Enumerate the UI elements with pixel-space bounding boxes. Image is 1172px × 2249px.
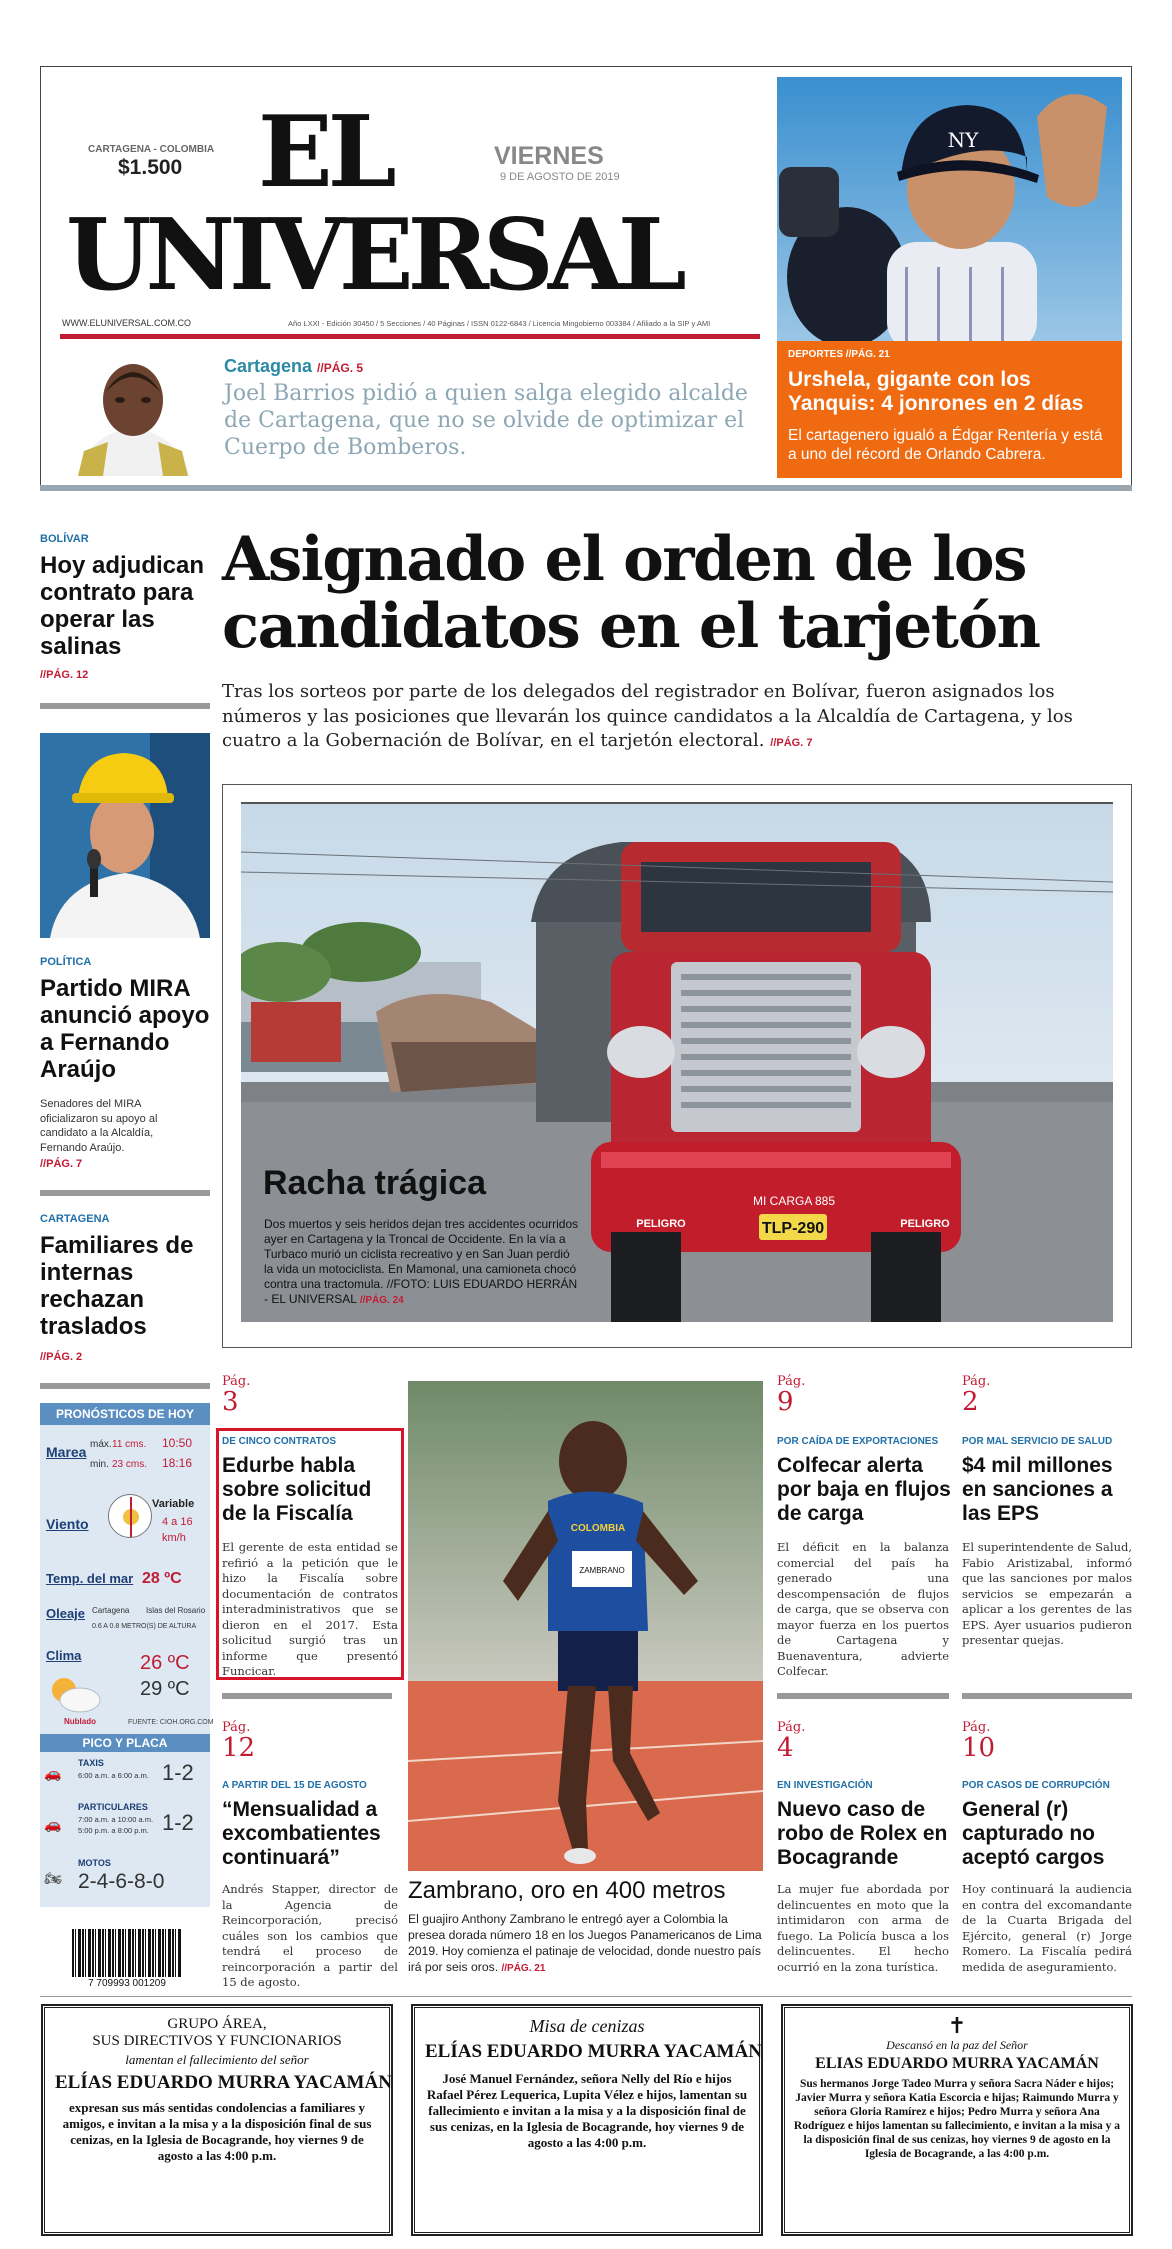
sports-text: El cartagenero igualó a Édgar Rentería y está a uno del récord de Orlando Cabrera.: [788, 427, 1103, 463]
left-story-3-page: //PÁG. 2: [40, 1351, 83, 1363]
lead-headline[interactable]: Asignado el orden de los candidatos en el tarjetón: [222, 524, 1040, 662]
truck-peligro-right: PELIGRO: [900, 1218, 950, 1230]
story-colfecar-headline[interactable]: Colfecar alerta por baja en flujos de carga: [777, 1454, 951, 1525]
weather-oleaje-label: Oleaje: [46, 1606, 86, 1621]
story-general-page: [962, 1720, 995, 1761]
weather-marea-max-val: 11 cms.: [112, 1439, 147, 1450]
story-mensualidad-kicker: A PARTIR DEL 15 DE AGOSTO: [222, 1780, 367, 1791]
story-colfecar-page-num: 9: [777, 1387, 794, 1417]
left-story-2-headline[interactable]: Partido MIRA anunció apoyo a Fernando Araújo: [40, 975, 210, 1083]
weather-marea-min-val: 23 cms.: [112, 1459, 148, 1470]
weather-marea-max-label: máx.: [90, 1439, 112, 1450]
weather-marea-max-row: [90, 1436, 192, 1452]
weather-viento-val: 4 a 16 km/h: [162, 1516, 193, 1544]
story-eps-kicker: POR MAL SERVICIO DE SALUD: [962, 1436, 1113, 1447]
weather-clima-high: 26 ºC: [140, 1652, 190, 1674]
obit-1: [42, 2005, 392, 2235]
weather-viento-label: Viento: [46, 1516, 89, 1532]
weather-marea-max-time: 10:50: [162, 1436, 193, 1450]
lead-deck: [222, 680, 1122, 756]
story-eps-rule: [962, 1693, 1132, 1699]
story-eps-page-num: 2: [962, 1387, 979, 1417]
left-story-3-headline[interactable]: Familiares de internas rechazan traslados: [40, 1232, 194, 1340]
teaser-kicker-label: Cartagena: [224, 356, 313, 376]
story-mensualidad-page: [222, 1720, 255, 1761]
obit-2-title: Misa de cenizas: [529, 2016, 645, 2036]
lead-deck-text: Tras los sorteos por parte de los delegados del registrador en Bolívar, fueron asignados los números y las posiciones que llevarán los quince candidatos a la Alcaldía de Cartagena, y los cuatro a la Gobernación de Bolívar, en el tarjetón electoral.: [222, 681, 1073, 751]
svg-text:NY: NY: [947, 128, 979, 152]
obit-1-sub: lamentan el fallecimiento del señor: [125, 2052, 309, 2067]
pico-taxis-label: TAXIS: [78, 1758, 104, 1768]
weather-marea-table: [90, 1436, 192, 1472]
left-story-1-page: //PÁG. 12: [40, 669, 89, 681]
obit-top-rule: [40, 1996, 1132, 1997]
story-mensualidad-page-num: 12: [222, 1733, 256, 1763]
masthead-city: CARTAGENA - COLOMBIA: [88, 144, 215, 155]
story-edurbe-headline[interactable]: Edurbe habla sobre solicitud de la Fiscalía: [222, 1454, 372, 1525]
car-icon-taxis: 🚗: [44, 1765, 62, 1781]
weather-marea-min-row: [90, 1456, 192, 1472]
weather-marea-label: Marea: [46, 1444, 87, 1460]
story-general-kicker: POR CASOS DE CORRUPCIÓN: [962, 1780, 1110, 1791]
obit-1-name: ELÍAS EDUARDO MURRA YACAMÁN: [55, 2072, 392, 2093]
weather-title: PRONÓSTICOS DE HOY: [40, 1403, 210, 1425]
weather-temp-label: Temp. del mar: [46, 1571, 134, 1586]
story-colfecar-page-label: Pág.: [777, 1374, 806, 1389]
car-icon-particulares: 🚗: [44, 1816, 62, 1832]
pico-part-label: PARTICULARES: [78, 1802, 148, 1812]
baseball-player-photo: [777, 77, 1122, 341]
athlete-caption-text: El guajiro Anthony Zambrano le entregó ayer a Colombia la presea dorada número 18 en los Juegos Panamericanos de Lima 2019. Hoy comienza el patinaje de velocidad, donde nuestro país irá por seis oros.: [408, 1912, 762, 1974]
masthead-day: VIERNES: [494, 142, 604, 170]
photo-caption-text: Dos muertos y seis heridos dejan tres accidentes ocurridos ayer en Cartagena y la Troncal de Occidente. En la vía a Turbaco murió un ciclista recreativo y en San Juan perdió la vida un motociclista. En Mamonal, una camioneta chocó contra una tractomula. //FOTO: LUIS EDUARDO HERRÁN - EL UNIVERSAL: [264, 1217, 579, 1306]
weather-oleaje-vals: 0.6 A 0.8 METRO(S) DE ALTURA: [92, 1623, 197, 1630]
obit-1-line-2: SUS DIRECTIVOS Y FUNCIONARIOS: [92, 2033, 342, 2049]
story-colfecar-rule: [777, 1693, 949, 1699]
obit-1-line-1: GRUPO ÁREA,: [167, 2016, 267, 2032]
story-rolex-page-label: Pág.: [777, 1720, 806, 1735]
left-story-1-headline[interactable]: Hoy adjudican contrato para operar las salinas: [40, 552, 205, 660]
story-general-page-label: Pág.: [962, 1720, 991, 1735]
header-bottom-rule: [40, 485, 1132, 491]
story-colfecar-kicker: POR CAÍDA DE EXPORTACIONES: [777, 1436, 939, 1447]
obit-3-text: Sus hermanos Jorge Tadeo Murra y señora Sacra Náder e hijos; Javier Murra y señora Katia Escorcia e hijas; Raimundo Murra y señora Gloria Ramírez e hijos; Pedro Murra y señora Ana Rodríguez e hijos lamentan su fallecimiento, e invitan a la misa y a la disposición final de sus cenizas, hoy viernes 9 de agosto en la Iglesia de Bocagrande, a las 4:00 p.m.: [793, 2078, 1121, 2160]
pico-taxis-val: 1-2: [162, 1760, 194, 1785]
pico-motos-val: 2-4-6-8-0: [78, 1870, 165, 1893]
lead-page-ref: //PÁG. 7: [770, 737, 813, 749]
cross-icon: ✝: [947, 2013, 967, 2038]
story-edurbe-kicker: DE CINCO CONTRATOS: [222, 1436, 337, 1447]
story-rolex-page: [777, 1720, 805, 1761]
left-rule-3: [40, 1383, 210, 1389]
pico-title: PICO Y PLACA: [40, 1734, 210, 1752]
runner-photo: [408, 1381, 763, 1871]
story-rolex-text: La mujer fue abordada por delincuentes en moto que la intimidaron con arma de fuego. La Policía busca a los delincuentes. El hecho ocurrió en la zona turística.: [777, 1882, 949, 1974]
wind-compass-icon: [108, 1494, 152, 1538]
teaser-text[interactable]: Joel Barrios pidió a quien salga elegido alcalde de Cartagena, que no se olvide de optimizar el Cuerpo de Bomberos.: [224, 381, 748, 460]
story-general-text: Hoy continuará la audiencia en contra del excomandante de la Cuarta Brigada del Ejército, general (r) Jorge Romero. La Fiscalía pedirá medida de aseguramiento.: [962, 1882, 1132, 1974]
weather-clima-label: Clima: [46, 1648, 82, 1663]
obit-3-sub: Descansó en la paz del Señor: [886, 2038, 1028, 2052]
left-story-1-kicker: BOLÍVAR: [40, 533, 89, 545]
story-colfecar-text: El déficit en la balanza comercial del país ha generado una descompensación de flujos de carga, que se observa con mayor fuerza en los puertos de Cartagena y Buenaventura, advierte Colfecar.: [777, 1540, 949, 1678]
story-eps-page-label: Pág.: [962, 1374, 991, 1389]
firefighter-photo: [58, 356, 208, 476]
obit-2-name: ELÍAS EDUARDO MURRA YACAMÁN: [425, 2041, 762, 2062]
story-colfecar-page: [777, 1374, 805, 1415]
weather-oleaje-a: Cartagena: [92, 1606, 130, 1615]
story-mensualidad-headline[interactable]: “Mensualidad a excombatientes continuará”: [222, 1798, 381, 1869]
story-mensualidad-page-label: Pág.: [222, 1720, 251, 1735]
athlete-title[interactable]: Zambrano, oro en 400 metros: [408, 1877, 726, 1904]
truck-plate-text: TLP-290: [761, 1220, 825, 1237]
story-edurbe-text: El gerente de esta entidad se refirió a la petición que le hizo la Fiscalía sobre documentación de contratos interadministrativos que se dieron en el 2017. Esta solicitud surgió tras un informe que presentó Funcicar.: [222, 1540, 398, 1678]
story-rolex-kicker: EN INVESTIGACIÓN: [777, 1780, 873, 1791]
story-general-page-num: 10: [962, 1733, 996, 1763]
pico-part-time1: 7:00 a.m. a 10:00 a.m.: [78, 1815, 154, 1824]
story-edurbe-page-num: 3: [222, 1387, 239, 1417]
obit-3-name: ELIAS EDUARDO MURRA YACAMÁN: [815, 2055, 1099, 2072]
left-story-3-kicker: CARTAGENA: [40, 1213, 110, 1225]
masthead-price: $1.500: [118, 156, 183, 179]
barcode-number: 7 709993 001209: [72, 1978, 182, 1989]
speaker-hardhat-photo: [40, 733, 210, 938]
photo-caption: [264, 1217, 580, 1308]
barcode: [72, 1929, 182, 1977]
story-edurbe-page-label: Pág.: [222, 1374, 251, 1389]
teaser-page-ref: //PÁG. 5: [317, 361, 364, 375]
pico-part-time2: 5:00 p.m. a 8:00 p.m.: [78, 1826, 149, 1835]
story-rolex-page-num: 4: [777, 1733, 794, 1763]
truck-cargo-text: MI CARGA 885: [752, 1194, 836, 1208]
pico-motos-label: MOTOS: [78, 1858, 111, 1868]
athlete-caption-page: //PÁG. 21: [501, 1963, 546, 1974]
weather-clima-low: 29 ºC: [140, 1678, 190, 1700]
obit-1-text: expresan sus más sentidas condolencias a familiares y amigos, e invitan a la misa y a la disposición final de sus cenizas, en la Iglesia de Bocagrande, hoy viernes 9 de agosto a las 4:00 p.m.: [62, 2100, 372, 2163]
teaser-kicker[interactable]: [224, 356, 363, 377]
story-general-headline[interactable]: General (r) capturado no aceptó cargos: [962, 1798, 1105, 1869]
pico-taxis-time: 6:00 a.m. a 6:00 a.m.: [78, 1771, 149, 1780]
sports-kicker: DEPORTES //PÁG. 21: [788, 349, 890, 360]
obit-3: [782, 2005, 1132, 2235]
athlete-caption: [408, 1911, 763, 1977]
runner-jersey-text: COLOMBIA: [570, 1523, 626, 1534]
story-rolex-headline[interactable]: Nuevo caso de robo de Rolex en Bocagrande: [777, 1798, 948, 1869]
masthead-date: 9 DE AGOSTO DE 2019: [500, 171, 620, 183]
masthead-edition-info: Año LXXI - Edición 30450 / 5 Secciones / 40 Páginas / ISSN 0122-6843 / Licencia Mingobierno 003384 / Afiliado a la SIP y AMI: [288, 319, 711, 328]
obit-2-text: José Manuel Fernández, señora Nelly del Río e hijos Rafael Pérez Lequerica, Lupita Vélez e hijos, lamentan su fallecimiento e invitan a la misa y a la disposición final de sus cenizas, en la Iglesia de Bocagrande, hoy viernes 9 de agosto a las 4:00 p.m.: [426, 2071, 748, 2150]
masthead-title-line1: EL: [258, 95, 392, 210]
motorcycle-icon: 🏍: [44, 1870, 62, 1886]
left-story-2-text: Senadores del MIRA oficializaron su apoyo al candidato a la Alcaldía, Fernando Araújo.: [40, 1098, 158, 1154]
weather-temp-val: 28 ºC: [142, 1570, 182, 1587]
masthead-title-line2: UNIVERSAL: [66, 198, 681, 313]
masthead-red-rule: [60, 334, 760, 339]
photo-caption-title: Racha trágica: [263, 1164, 486, 1202]
story-mensualidad-text: Andrés Stapper, director de la Agencia de Reincorporación, precisó cuáles son los cambios que tendrá el proceso de reincorporación a partir del 15 de agosto.: [222, 1882, 398, 1989]
weather-marea-min-label: min.: [90, 1459, 109, 1470]
pico-part-val: 1-2: [162, 1810, 194, 1835]
truck-peligro-left: PELIGRO: [636, 1218, 686, 1230]
masthead-website: WWW.ELUNIVERSAL.COM.CO: [62, 318, 192, 328]
story-eps-headline[interactable]: $4 mil millones en sanciones a las EPS: [962, 1454, 1113, 1525]
left-rule-1: [40, 703, 210, 709]
photo-caption-page: //PÁG. 24: [359, 1295, 404, 1306]
obit-2: [412, 2005, 762, 2235]
left-story-2-page: //PÁG. 7: [40, 1158, 83, 1170]
weather-source: FUENTE: CIOH.ORG.COM: [128, 1719, 214, 1726]
sports-headline[interactable]: Urshela, gigante con los Yanquis: 4 jonrones en 2 días: [788, 368, 1084, 415]
weather-viento-dir: Variable: [152, 1498, 195, 1510]
weather-marea-min-time: 18:16: [162, 1456, 193, 1470]
story-eps-text: El superintendente de Salud, Fabio Aristizabal, informó que las sanciones por malos servicios se empezarán a aplicar a los gerentes de las EPS. Ayer usuarios pudieron presentar quejas.: [962, 1540, 1132, 1647]
left-story-2-kicker: POLÍTICA: [40, 956, 92, 968]
story-edurbe-rule: [222, 1693, 392, 1699]
story-edurbe-page: [222, 1374, 250, 1415]
story-eps-page: [962, 1374, 990, 1415]
left-rule-2: [40, 1190, 210, 1196]
weather-clima-state: Nublado: [64, 1717, 96, 1726]
runner-bib-text: ZAMBRANO: [579, 1566, 625, 1575]
weather-oleaje-b: Islas del Rosario: [146, 1606, 206, 1615]
cloud-sun-icon: [46, 1674, 102, 1714]
